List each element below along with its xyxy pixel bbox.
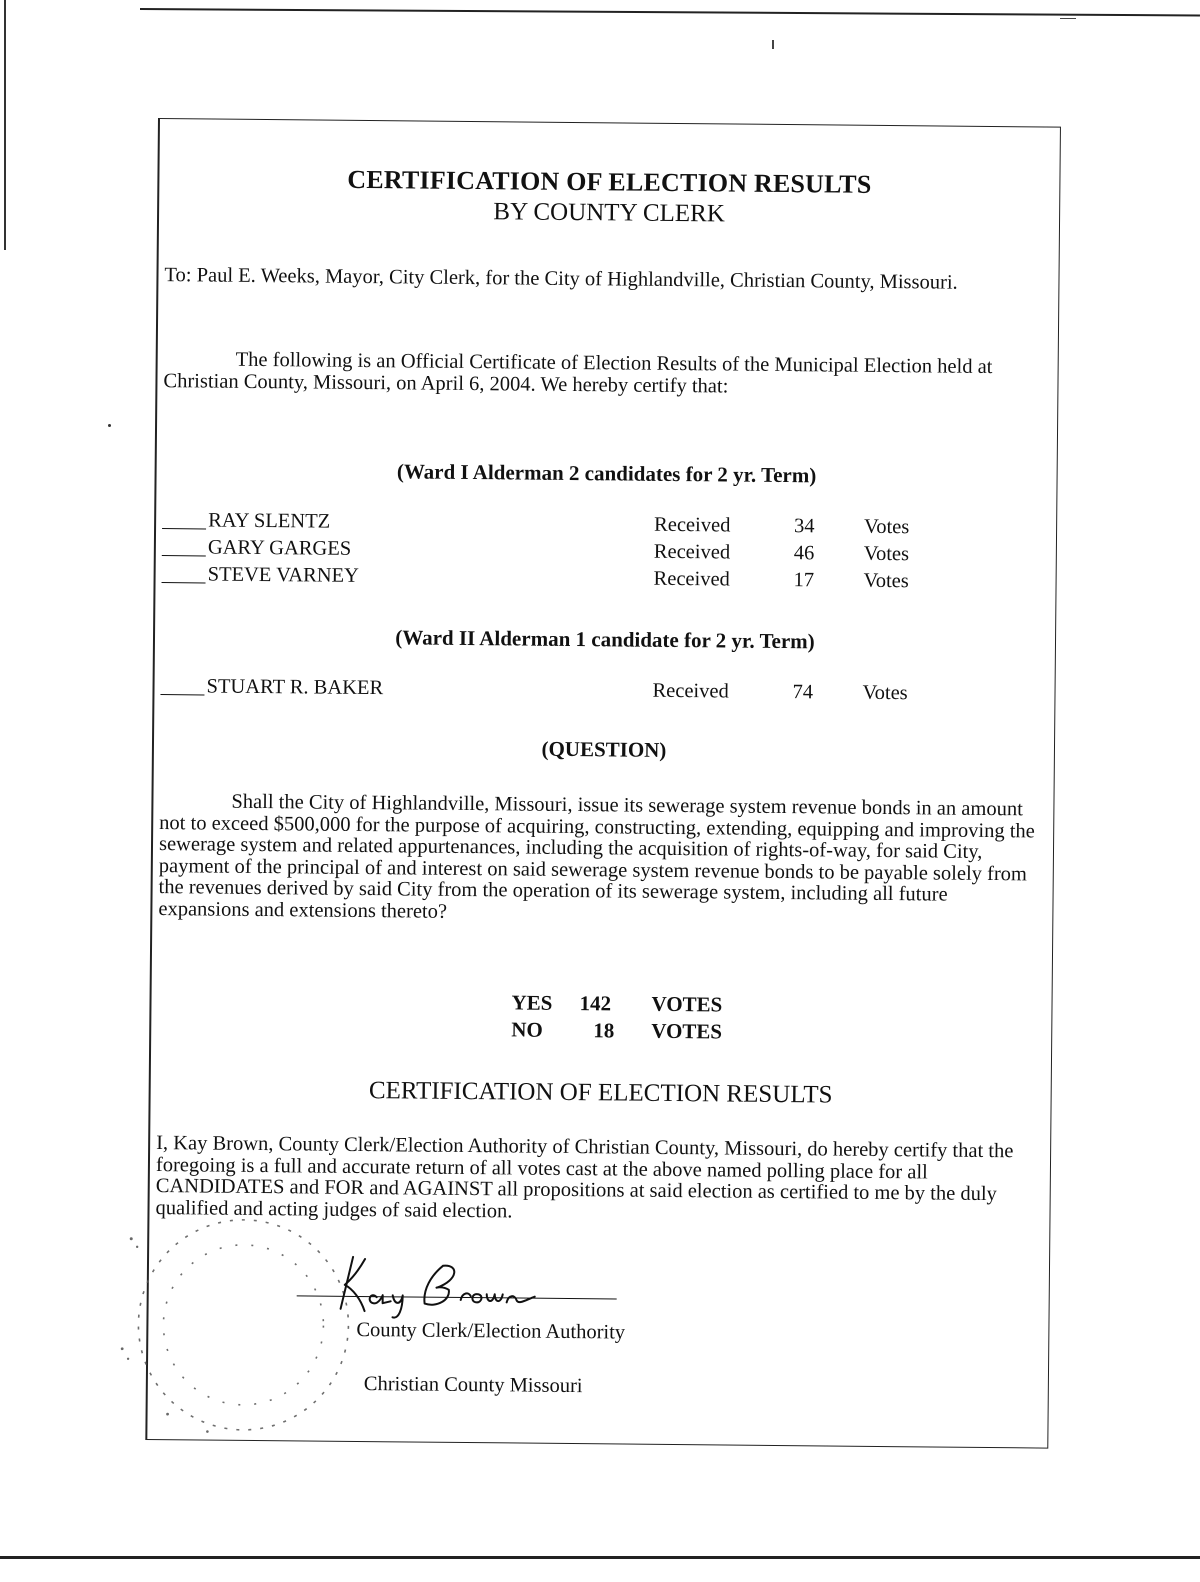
ward2-heading: (Ward II Alderman 1 candidate for 2 yr. Term): [395, 625, 815, 654]
yes-label: YES: [511, 990, 553, 1015]
mark-blank: [160, 675, 204, 695]
county-seal-icon: [107, 1199, 369, 1441]
yes-count: 142: [579, 991, 612, 1016]
addressee-paragraph: To: Paul E. Weeks, Mayor, City Clerk, for the City of Highlandville, Christian County, Missouri.: [164, 264, 958, 294]
received-label: Received: [654, 513, 731, 537]
candidate-name: STEVE VARNEY: [207, 563, 360, 587]
question-paragraph: Shall the City of Highlandville, Missouri, issue its sewerage system revenue bonds in an amount not to exceed $500,000 for the purpose of acquiring, constructing, extending, equipping and improving the sewerage system and related appurtenances, including the acquisition of rights-of-way, for said City, payment of the principal of and interest on said sewerage system revenue bonds to be payable solely from the revenues derived by said City from the operation of its sewerage system, including all future expansions and extensions thereto?: [158, 790, 1035, 923]
candidate-name: STUART R. BAKER: [206, 675, 384, 700]
yes-votes-label: VOTES: [651, 991, 723, 1017]
question-heading: (QUESTION): [541, 736, 667, 762]
mark-blank: [162, 563, 206, 583]
intro-paragraph: The following is an Official Certificate of Election Results of the Municipal Election held at Christian County, Missouri, on April 6, 2004. We hereby certify that:: [163, 348, 993, 397]
signer-title: County Clerk/Election Authority: [356, 1318, 626, 1344]
document-title: CERTIFICATION OF ELECTION RESULTS: [347, 164, 872, 199]
received-label: Received: [653, 540, 731, 564]
no-votes-label: VOTES: [651, 1018, 723, 1044]
signer-county: Christian County Missouri: [363, 1373, 583, 1398]
scan-border-bottom: [0, 1556, 1200, 1559]
vote-count: 34: [794, 515, 815, 538]
scan-mark: [108, 424, 111, 427]
vote-count: 17: [793, 569, 815, 592]
received-label: Received: [653, 567, 730, 591]
scan-mark: [772, 40, 774, 49]
no-tally: [511, 1017, 771, 1045]
received-label: Received: [652, 679, 729, 703]
yes-tally: [511, 990, 771, 1018]
votes-label: Votes: [862, 681, 908, 705]
candidate-name: GARY GARGES: [207, 536, 352, 560]
candidate-name: RAY SLENTZ: [208, 509, 331, 533]
ward1-heading: (Ward I Alderman 2 candidates for 2 yr. Term): [396, 459, 817, 488]
vote-count: 74: [792, 681, 814, 704]
mark-blank: [162, 509, 206, 529]
votes-label: Votes: [863, 542, 910, 566]
vote-count: 46: [793, 542, 815, 565]
scan-mark: [1060, 18, 1076, 19]
votes-label: Votes: [864, 515, 910, 539]
mark-blank: [162, 536, 206, 556]
votes-label: Votes: [863, 569, 909, 593]
certification-heading: CERTIFICATION OF ELECTION RESULTS: [368, 1077, 833, 1109]
certification-paragraph: I, Kay Brown, County Clerk/Election Authority of Christian County, Missouri, do hereby certify that the foregoing is a full and accurate return of all votes cast at the above named polling place for all CANDIDATES and FOR and AGAINST all propositions at said election as certified to me by the duly qualified and acting judges of said election.: [155, 1132, 1014, 1222]
scan-border-left: [4, 0, 6, 250]
certificate-frame: [145, 118, 1061, 1449]
candidate-row: [154, 675, 1054, 711]
clerk-signature: [312, 1249, 583, 1322]
no-label: NO: [511, 1017, 543, 1042]
scan-border-top: [140, 8, 1200, 16]
no-count: 18: [593, 1018, 615, 1043]
document-subtitle: BY COUNTY CLERK: [493, 198, 725, 228]
